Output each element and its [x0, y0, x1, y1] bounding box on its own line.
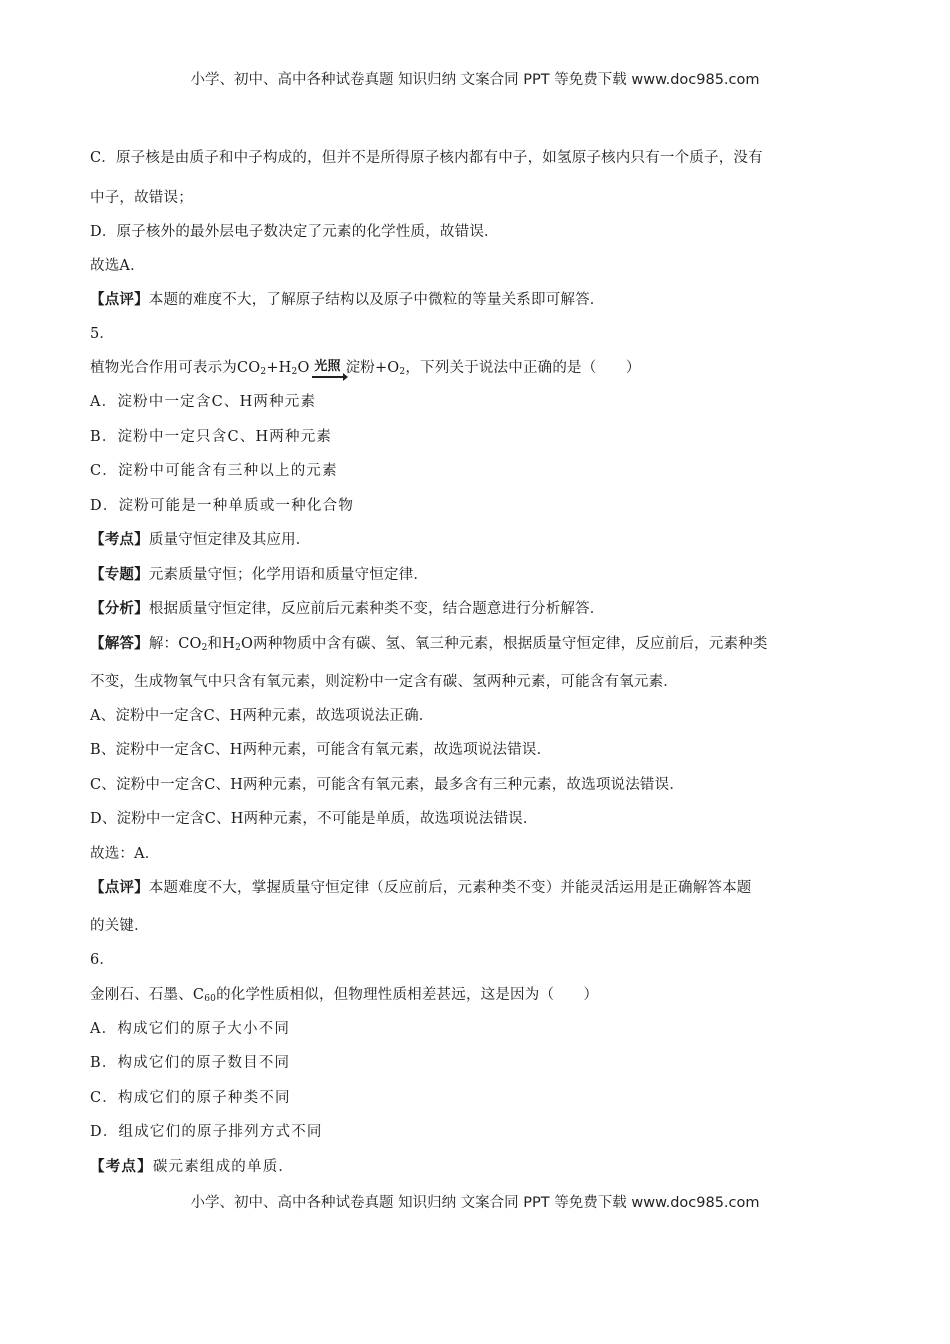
q6-option-c: C．构成它们的原子种类不同 [90, 1090, 291, 1106]
prev-option-c-line2: 中子，故错误； [90, 190, 193, 206]
q5-analysis-b: B、淀粉中一定含C、H两种元素，可能含有氧元素，故选项说法错误． [90, 742, 552, 758]
review-tag: 【点评】 [90, 879, 149, 896]
review-text: 本题的难度不大，了解原子结构以及原子中微粒的等量关系即可解答． [148, 292, 605, 308]
jieda-text: 解：CO [148, 636, 202, 652]
jieda-tag: 【解答】 [90, 635, 149, 652]
reaction-arrow [310, 358, 346, 374]
q5-review-line2: 的关键． [90, 918, 149, 934]
arrow-icon [312, 376, 346, 378]
stem-text: 植物光合作用可表示为CO [90, 360, 261, 376]
fenxi-text: 根据质量守恒定律，反应前后元素种类不变，结合题意进行分析解答． [148, 601, 605, 617]
q6-option-a: A．构成它们的原子大小不同 [90, 1021, 291, 1037]
subscript: 2 [291, 367, 298, 377]
subscript: 60 [204, 994, 217, 1004]
q6-stem [90, 983, 598, 1004]
zhuanti-tag: 【专题】 [90, 566, 149, 583]
review-tag: 【点评】 [90, 291, 149, 308]
subscript: 2 [399, 367, 406, 377]
q5-zhuanti [90, 563, 428, 584]
q6-number: 6． [90, 952, 115, 968]
prev-review [90, 288, 605, 309]
q5-analysis-d: D、淀粉中一定含C、H两种元素，不可能是单质，故选项说法错误． [90, 811, 538, 827]
jieda-text: O两种物质中含有碳、氢、氧三种元素，根据质量守恒定律，反应前后，元素种类 [241, 636, 768, 652]
subscript: 2 [260, 367, 267, 377]
zhuanti-text: 元素质量守恒；化学用语和质量守恒定律． [148, 567, 429, 583]
q5-option-a: A．淀粉中一定含C、H两种元素 [90, 394, 317, 410]
q5-analysis-c: C、淀粉中一定含C、H两种元素，可能含有氧元素，最多含有三种元素，故选项说法错误． [90, 777, 685, 793]
prev-option-c-line1: C．原子核是由质子和中子构成的，但并不是所得原子核内都有中子，如氢原子核内只有一个质子，没有 [90, 150, 763, 166]
footer-banner: 小学、初中、高中各种试卷真题 知识归纳 文案合同 PPT 等免费下载 www.doc985.com [190, 1195, 760, 1211]
q5-stem [90, 356, 641, 377]
prev-option-d: D．原子核外的最外层电子数决定了元素的化学性质，故错误． [90, 224, 499, 240]
fenxi-tag: 【分析】 [90, 600, 149, 617]
q6-option-b: B．构成它们的原子数目不同 [90, 1055, 291, 1071]
q5-number: 5． [90, 326, 115, 342]
reaction-condition: 光照 [314, 359, 341, 374]
q6-option-d: D．组成它们的原子排列方式不同 [90, 1124, 323, 1140]
kaodian-tag: 【考点】 [90, 1158, 153, 1175]
q5-jieda [90, 632, 768, 653]
stem-text: 的化学性质相似，但物理性质相差甚远，这是因为（ ） [216, 987, 599, 1003]
stem-text: 金刚石、石墨、C [90, 987, 205, 1003]
prev-choice: 故选A． [90, 258, 145, 274]
stem-text: +H [266, 360, 292, 376]
review-text: 本题难度不大，掌握质量守恒定律（反应前后，元素种类不变）并能灵活运用是正确解答本题 [148, 880, 752, 896]
kaodian-text: 质量守恒定律及其应用． [148, 532, 311, 548]
header-banner: 小学、初中、高中各种试卷真题 知识归纳 文案合同 PPT 等免费下载 www.doc985.com [190, 72, 760, 88]
stem-text: ，下列关于说法中正确的是（ ） [405, 360, 641, 376]
q5-kaodian [90, 528, 311, 549]
subscript: 2 [235, 643, 242, 653]
q5-option-d: D．淀粉可能是一种单质或一种化合物 [90, 498, 355, 514]
q5-option-b: B．淀粉中一定只含C、H两种元素 [90, 429, 333, 445]
q5-option-c: C．淀粉中可能含有三种以上的元素 [90, 463, 338, 479]
kaodian-tag: 【考点】 [90, 531, 149, 548]
subscript: 2 [201, 643, 208, 653]
q6-kaodian [90, 1155, 294, 1176]
q5-fenxi [90, 597, 605, 618]
q5-choice: 故选：A． [90, 846, 160, 862]
jieda-text: 和H [207, 636, 236, 652]
q5-jieda-line2: 不变，生成物氧气中只含有氧元素，则淀粉中一定含有碳、氢两种元素，可能含有氧元素． [90, 674, 678, 690]
q5-review [90, 876, 752, 897]
kaodian-text: 碳元素组成的单质． [152, 1159, 295, 1175]
q5-analysis-a: A、淀粉中一定含C、H两种元素，故选项说法正确． [90, 708, 434, 724]
stem-text: O [297, 360, 310, 376]
stem-text: 淀粉+O [345, 360, 400, 376]
